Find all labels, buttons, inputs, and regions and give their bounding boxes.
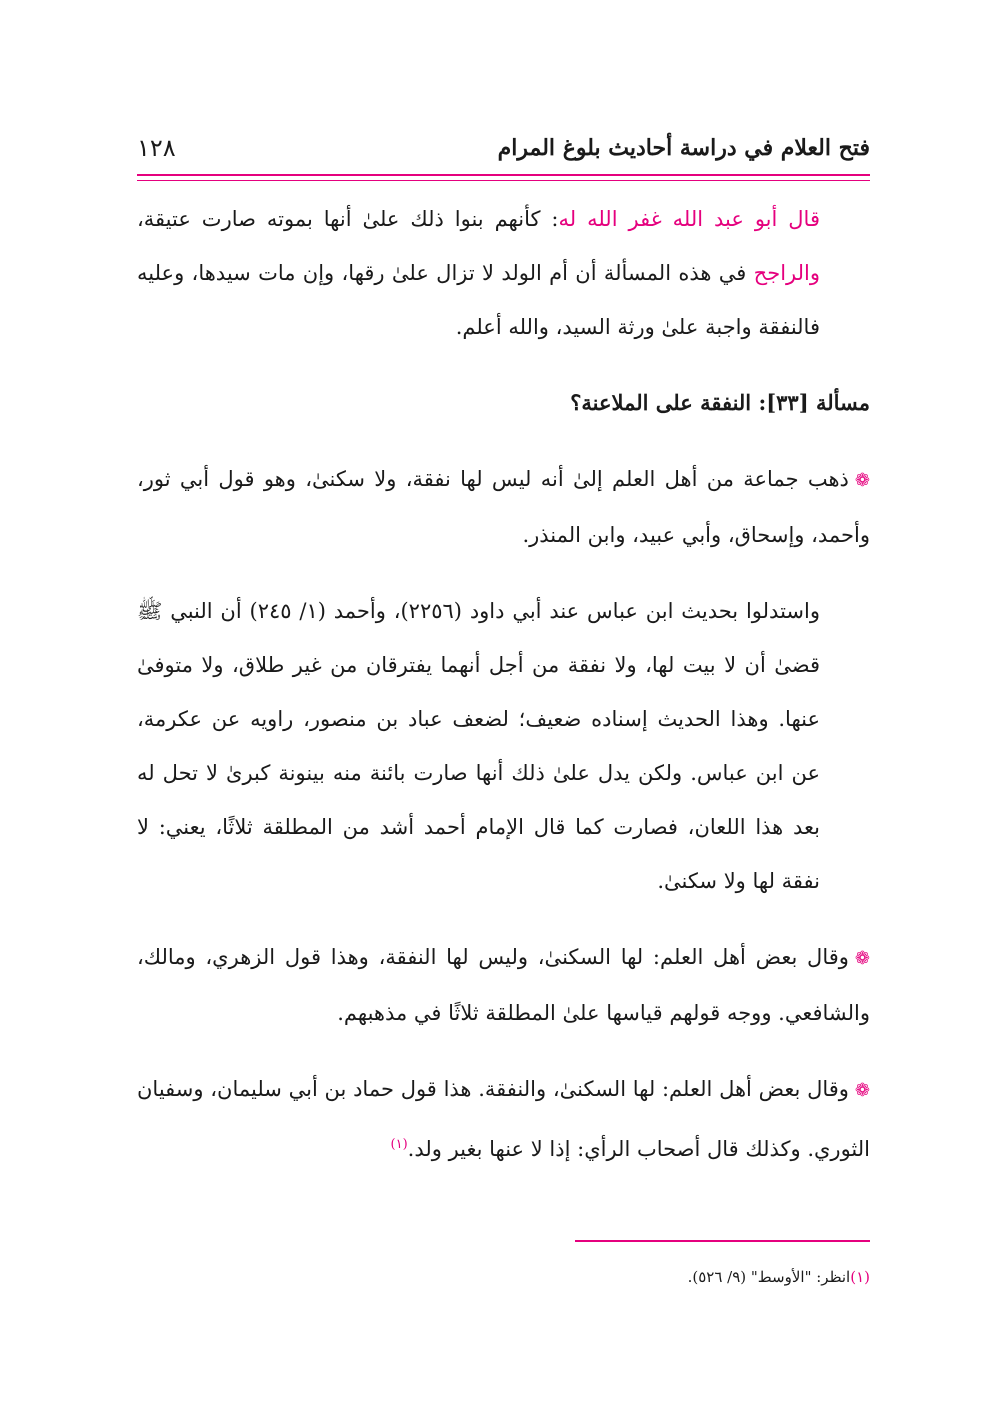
footnote [137,1264,870,1290]
footnote-reference[interactable]: (١) [390,1137,408,1152]
book-title: فتح العلام في دراسة أحاديث بلوغ المرام [497,135,870,161]
paragraph-opinion-1 [137,452,870,562]
flower-bullet-icon: ❁ [854,948,870,969]
paragraph-author-opinion [137,192,870,354]
paragraph-evidence [137,584,870,908]
running-header [137,128,870,168]
paragraph-text: في هذه المسألة أن أم الولد لا تزال علىٰ رقها، وإن مات سيدها، وعليه [137,261,754,285]
body-text [137,192,870,1176]
paragraph-text: وقال بعض أهل العلم: لها السكنىٰ، وليس لها النفقة، وهذا قول الزهري، ومالك، والشافعي. ووجه قولهم قياسها علىٰ المطلقة ثلاثًا في مذهبهم. [137,945,870,1025]
footnote-text: انظر: "الأوسط" (٩/ ٥٢٦). [687,1268,851,1286]
paragraph-text: ذهب جماعة من أهل العلم إلىٰ أنه ليس لها نفقة، ولا سكنىٰ، وهو قول أبي ثور، وأحمد، وإسحاق، وأبي عبيد، وابن المنذر. [137,467,870,547]
paragraph-text: واستدلوا بحديث ابن عباس عند أبي داود (٢٢٥٦)، وأحمد (١/ ٢٤٥) أن النبي ﷺ قضىٰ أن لا بيت لها، ولا نفقة من أجل أنهما يفترقان من غير طلاق، ولا متوفىٰ عنها. وهذا الحديث إسناده ضعيف؛ لضعف عباد بن منصور، راويه عن عكرمة، عن ابن عباس. ولكن يدل علىٰ ذلك أنها صارت بائنة منه بينونة كبرىٰ لا تحل له بعد هذا اللعان، فصارت كما قال الإمام أحمد أشد من المطلقة ثلاثًا، يعني: لا نفقة لها ولا سكنىٰ. [137,599,820,893]
paragraph-text: : كأنهم بنوا ذلك علىٰ أنها بموته صارت عتيقة، [137,207,559,231]
header-rule-thin [137,180,870,181]
paragraph-text: وقال بعض أهل العلم: لها السكنىٰ، والنفقة. هذا قول حماد بن أبي سليمان، وسفيان الثوري. وكذلك قال أصحاب الرأي: إذا لا عنها بغير ولد. [137,1077,870,1161]
paragraph-opinion-2 [137,930,870,1040]
paragraph-opinion-3 [137,1062,870,1176]
header-rule [137,174,870,176]
author-lead: قال أبو عبد الله غفر الله له [558,207,820,231]
flower-bullet-icon: ❁ [854,1080,870,1101]
flower-bullet-icon: ❁ [854,470,870,491]
page-number: ١٢٨ [137,134,176,162]
footnote-marker: (١) [850,1268,870,1286]
rajih-label: والراجح [753,261,820,285]
paragraph-text: فالنفقة واجبة علىٰ ورثة السيد، والله أعلم. [455,315,820,339]
footnote-rule [575,1240,870,1242]
issue-heading: مسألة [٣٣]: النفقة على الملاعنة؟ [570,390,870,415]
